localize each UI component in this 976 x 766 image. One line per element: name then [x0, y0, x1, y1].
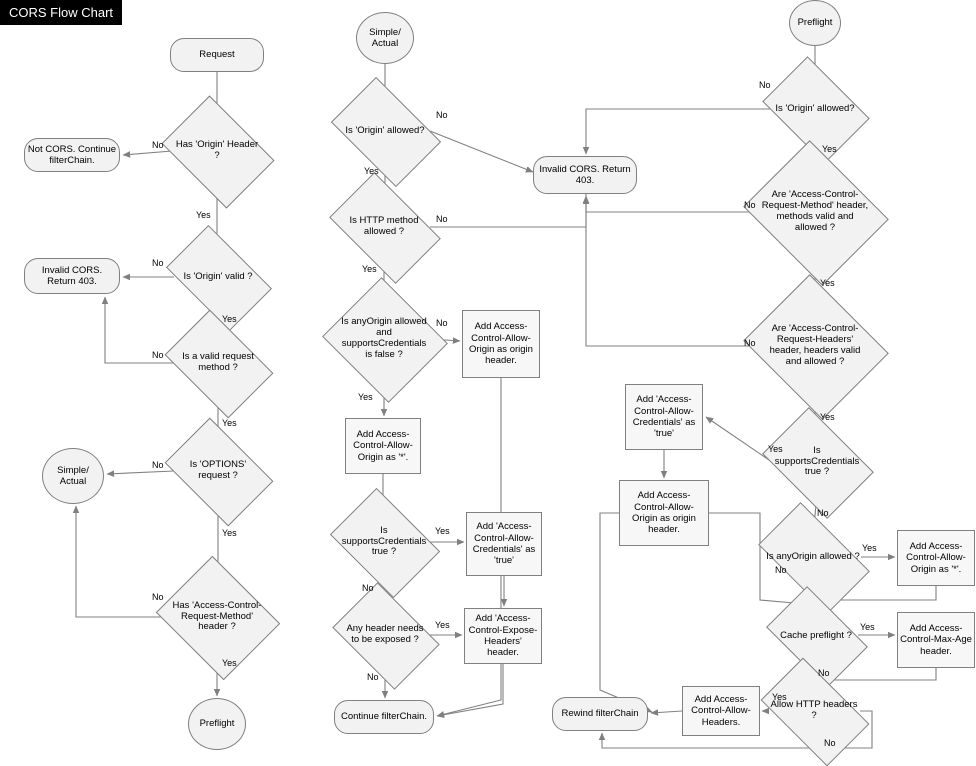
- node-add-acao-origin-middle[interactable]: Add Access-Control-Allow-Origin as origin header.: [462, 310, 540, 378]
- node-label: Is anyOrigin allowed ?: [766, 550, 860, 562]
- node-rewind-filterchain[interactable]: Rewind filterChain: [552, 697, 648, 731]
- edge-label: Yes: [196, 210, 211, 220]
- node-has-origin-header[interactable]: [172, 118, 262, 184]
- node-add-acac-middle[interactable]: Add 'Access-Control-Allow-Credentials' as 'true': [466, 512, 542, 576]
- edge-label: Yes: [820, 412, 835, 422]
- edge-label: No: [744, 338, 756, 348]
- edge-label: Yes: [822, 144, 837, 154]
- node-label: Are 'Access-Control-Request-Method' header, methods valid and allowed ?: [761, 189, 869, 233]
- node-label: Is anyOrigin allowed and supportsCredentials is false ?: [341, 316, 427, 360]
- edge-label: No: [436, 318, 448, 328]
- node-preflight-right[interactable]: Preflight: [789, 0, 841, 46]
- edge-label: Yes: [358, 392, 373, 402]
- node-label: Is 'Origin' allowed?: [775, 102, 855, 114]
- node-origin-valid[interactable]: [174, 248, 262, 306]
- node-label: Has 'Origin' Header ?: [175, 139, 259, 161]
- node-label: Is supportsCredentials true ?: [341, 524, 427, 558]
- edge-label: No: [367, 672, 379, 682]
- node-label: Is HTTP method allowed ?: [349, 215, 419, 237]
- node-origin-allowed-right[interactable]: [772, 78, 858, 140]
- node-http-method-allowed[interactable]: [338, 196, 430, 258]
- edge-label: No: [759, 80, 771, 90]
- node-continue-filterchain[interactable]: Continue filterChain.: [334, 700, 434, 734]
- node-label: Any header needs to be exposed ?: [346, 623, 424, 645]
- edge-label: No: [818, 668, 830, 678]
- edge-label: Yes: [222, 658, 237, 668]
- node-preflight-left[interactable]: Preflight: [188, 698, 246, 750]
- edge-label: Yes: [364, 166, 379, 176]
- node-simple-actual-left[interactable]: Simple/ Actual: [42, 448, 104, 504]
- node-acrh-header-valid[interactable]: [760, 300, 870, 392]
- edge-label: No: [436, 110, 448, 120]
- edge-label: No: [152, 258, 164, 268]
- edge-label: Yes: [222, 418, 237, 428]
- edge-label: No: [152, 460, 164, 470]
- edge-label: Yes: [862, 543, 877, 553]
- node-add-expose-headers[interactable]: Add 'Access-Control-Expose-Headers' header.: [464, 608, 542, 664]
- node-label: Allow HTTP headers ?: [770, 699, 858, 721]
- edge-label: No: [824, 738, 836, 748]
- node-simple-actual-middle[interactable]: Simple/ Actual: [356, 12, 414, 64]
- node-supportscredentials-true-right[interactable]: [772, 430, 862, 494]
- node-label: Is a valid request method ?: [182, 351, 254, 373]
- edge-label: Yes: [820, 278, 835, 288]
- node-label: Is 'OPTIONS' request ?: [189, 459, 247, 481]
- node-anyorigin-and-supportscredentials-false[interactable]: [338, 298, 430, 380]
- edge-label: No: [817, 508, 829, 518]
- node-label: Has 'Access-Control-Request-Method' header ?: [172, 599, 262, 633]
- node-add-allow-headers[interactable]: Add Access-Control-Allow-Headers.: [682, 686, 760, 736]
- node-cache-preflight[interactable]: [774, 608, 858, 664]
- edge-label: Yes: [860, 622, 875, 632]
- node-anyorigin-allowed-right[interactable]: [765, 528, 861, 586]
- node-invalid-cors-left[interactable]: Invalid CORS. Return 403.: [24, 258, 120, 294]
- node-add-max-age[interactable]: Add Access-Control-Max-Age header.: [897, 612, 975, 668]
- node-acrm-header-valid[interactable]: [760, 166, 870, 258]
- node-supportscredentials-true-middle[interactable]: [340, 510, 428, 574]
- node-any-header-exposed[interactable]: [342, 604, 428, 666]
- edge-label: No: [775, 565, 787, 575]
- page-title: CORS Flow Chart: [0, 0, 122, 25]
- edge-label: No: [362, 583, 374, 593]
- node-is-options-request[interactable]: [174, 440, 262, 502]
- node-invalid-cors-middle[interactable]: Invalid CORS. Return 403.: [533, 156, 637, 194]
- node-not-cors-continue[interactable]: Not CORS. Continue filterChain.: [24, 138, 120, 172]
- node-add-acao-star-right[interactable]: Add Access-Control-Allow-Origin as '*'.: [897, 530, 975, 586]
- edge-label: No: [436, 214, 448, 224]
- edge-label: Yes: [362, 264, 377, 274]
- edge-label: Yes: [222, 314, 237, 324]
- edge-label: Yes: [222, 528, 237, 538]
- edge-label: Yes: [435, 620, 450, 630]
- node-request[interactable]: Request: [170, 38, 264, 72]
- node-label: Is 'Origin' valid ?: [183, 270, 253, 282]
- node-label: Is supportsCredentials true ?: [774, 444, 860, 478]
- edge-label: Yes: [435, 526, 450, 536]
- edge-label: No: [152, 140, 164, 150]
- node-origin-allowed-middle[interactable]: [340, 100, 430, 162]
- edge-label: No: [744, 200, 756, 210]
- node-label: Is 'Origin' allowed?: [345, 124, 425, 136]
- node-allow-http-headers[interactable]: [768, 682, 860, 740]
- edge-label: Yes: [768, 444, 783, 454]
- edge-label: No: [152, 350, 164, 360]
- node-add-acao-origin-right[interactable]: Add Access-Control-Allow-Origin as origin header.: [619, 480, 709, 546]
- node-valid-request-method[interactable]: [174, 332, 262, 394]
- edge-label: Yes: [772, 692, 787, 702]
- node-label: Are 'Access-Control-Request-Headers' header, headers valid and allowed ?: [769, 323, 861, 367]
- edge-label: No: [152, 592, 164, 602]
- node-add-acac-right[interactable]: Add 'Access-Control-Allow-Credentials' as 'true': [625, 384, 703, 450]
- node-label: Cache preflight ?: [780, 629, 852, 641]
- node-add-acao-star-middle[interactable]: Add Access-Control-Allow-Origin as '*'.: [345, 418, 421, 474]
- node-has-acrm-header[interactable]: [170, 578, 264, 656]
